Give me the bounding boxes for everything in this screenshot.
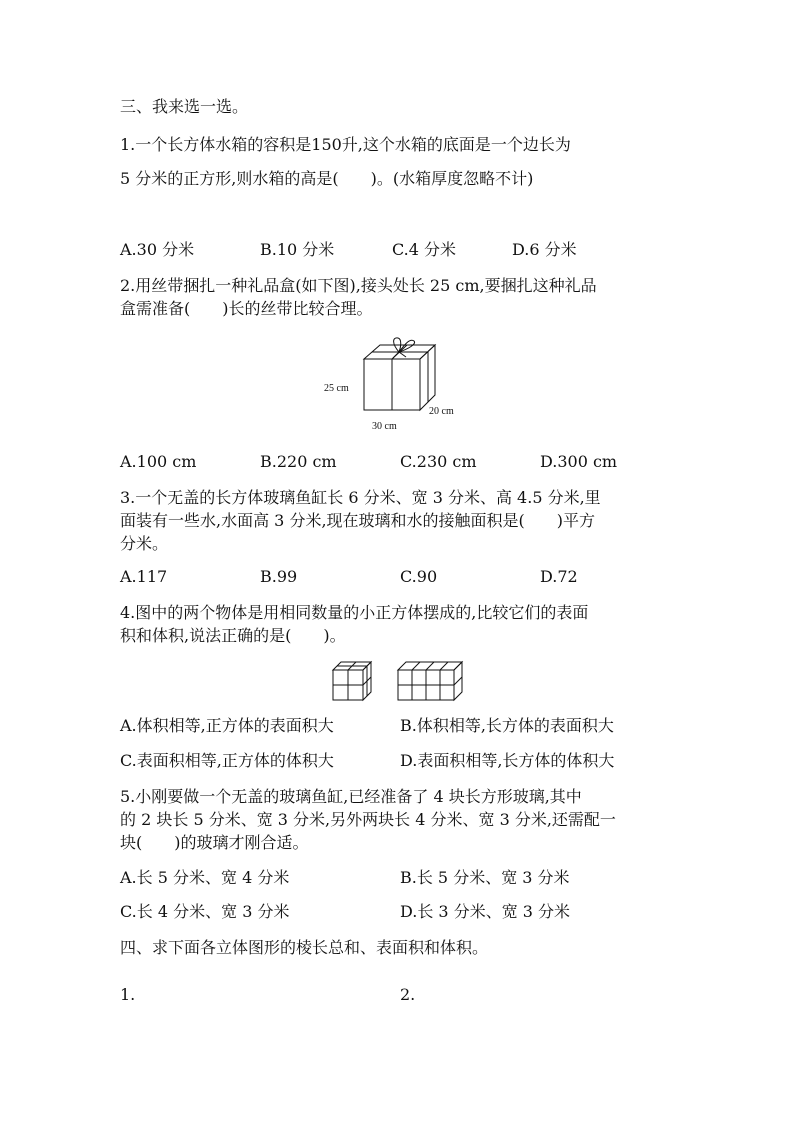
q4-line1: 4.图中的两个物体是用相同数量的小正方体摆成的,比较它们的表面 xyxy=(120,603,589,622)
bow-tail-2 xyxy=(399,352,406,357)
q3-option-b: B.99 xyxy=(260,567,298,586)
q5-line3: 块( )的玻璃才刚合适。 xyxy=(120,833,309,852)
q3-option-a: A.117 xyxy=(120,567,168,586)
q1-option-d: D.6 分米 xyxy=(512,240,577,259)
q3-line3: 分米。 xyxy=(120,534,169,553)
label-width: 20 cm xyxy=(429,406,454,417)
section3-heading: 三、我来选一选。 xyxy=(120,97,249,116)
q1-option-c: C.4 分米 xyxy=(392,240,457,259)
q3-option-d: D.72 xyxy=(540,567,578,586)
label-height: 25 cm xyxy=(324,383,349,394)
q2-option-c: C.230 cm xyxy=(400,452,477,471)
q1-line2: 5 分米的正方形,则水箱的高是( )。(水箱厚度忽略不计) xyxy=(120,169,534,188)
q5-option-c: C.长 4 分米、宽 3 分米 xyxy=(120,902,290,921)
q1-option-b: B.10 分米 xyxy=(260,240,335,259)
label-length: 30 cm xyxy=(372,421,397,432)
q4-option-d: D.表面积相等,长方体的体积大 xyxy=(400,751,615,770)
cube-figure xyxy=(331,660,379,702)
q5-option-d: D.长 3 分米、宽 3 分米 xyxy=(400,902,571,921)
q2-option-a: A.100 cm xyxy=(120,452,197,471)
q2-line2: 盒需准备( )长的丝带比较合理。 xyxy=(120,299,373,318)
q4-option-c: C.表面积相等,正方体的体积大 xyxy=(120,751,334,770)
q5-option-a: A.长 5 分米、宽 4 分米 xyxy=(120,868,290,887)
bow-tail-1 xyxy=(393,352,399,358)
gift-box-figure xyxy=(322,332,472,436)
section4-item-1: 1. xyxy=(120,985,136,1004)
q3-line2: 面装有一些水,水面高 3 分米,现在玻璃和水的接触面积是( )平方 xyxy=(120,511,596,530)
q4-option-a: A.体积相等,正方体的表面积大 xyxy=(120,716,334,735)
q3-option-c: C.90 xyxy=(400,567,438,586)
q1-line1: 1.一个长方体水箱的容积是150升,这个水箱的底面是一个边长为 xyxy=(120,135,571,154)
q4-option-b: B.体积相等,长方体的表面积大 xyxy=(400,716,614,735)
q5-option-b: B.长 5 分米、宽 3 分米 xyxy=(400,868,570,887)
q5-line1: 5.小刚要做一个无盖的玻璃鱼缸,已经准备了 4 块长方形玻璃,其中 xyxy=(120,787,582,806)
q2-option-b: B.220 cm xyxy=(260,452,337,471)
q2-line1: 2.用丝带捆扎一种礼品盒(如下图),接头处长 25 cm,要捆扎这种礼品 xyxy=(120,276,597,295)
q1-option-a: A.30 分米 xyxy=(120,240,195,259)
q4-line2: 积和体积,说法正确的是( )。 xyxy=(120,626,346,645)
section4-item-2: 2. xyxy=(400,985,416,1004)
q5-line2: 的 2 块长 5 分米、宽 3 分米,另外两块长 4 分米、宽 3 分米,还需配一 xyxy=(120,810,616,829)
section4-heading: 四、求下面各立体图形的棱长总和、表面积和体积。 xyxy=(120,938,489,957)
q3-line1: 3.一个无盖的长方体玻璃鱼缸长 6 分米、宽 3 分米、高 4.5 分米,里 xyxy=(120,488,601,507)
q2-option-d: D.300 cm xyxy=(540,452,618,471)
cuboid-figure xyxy=(396,660,464,702)
